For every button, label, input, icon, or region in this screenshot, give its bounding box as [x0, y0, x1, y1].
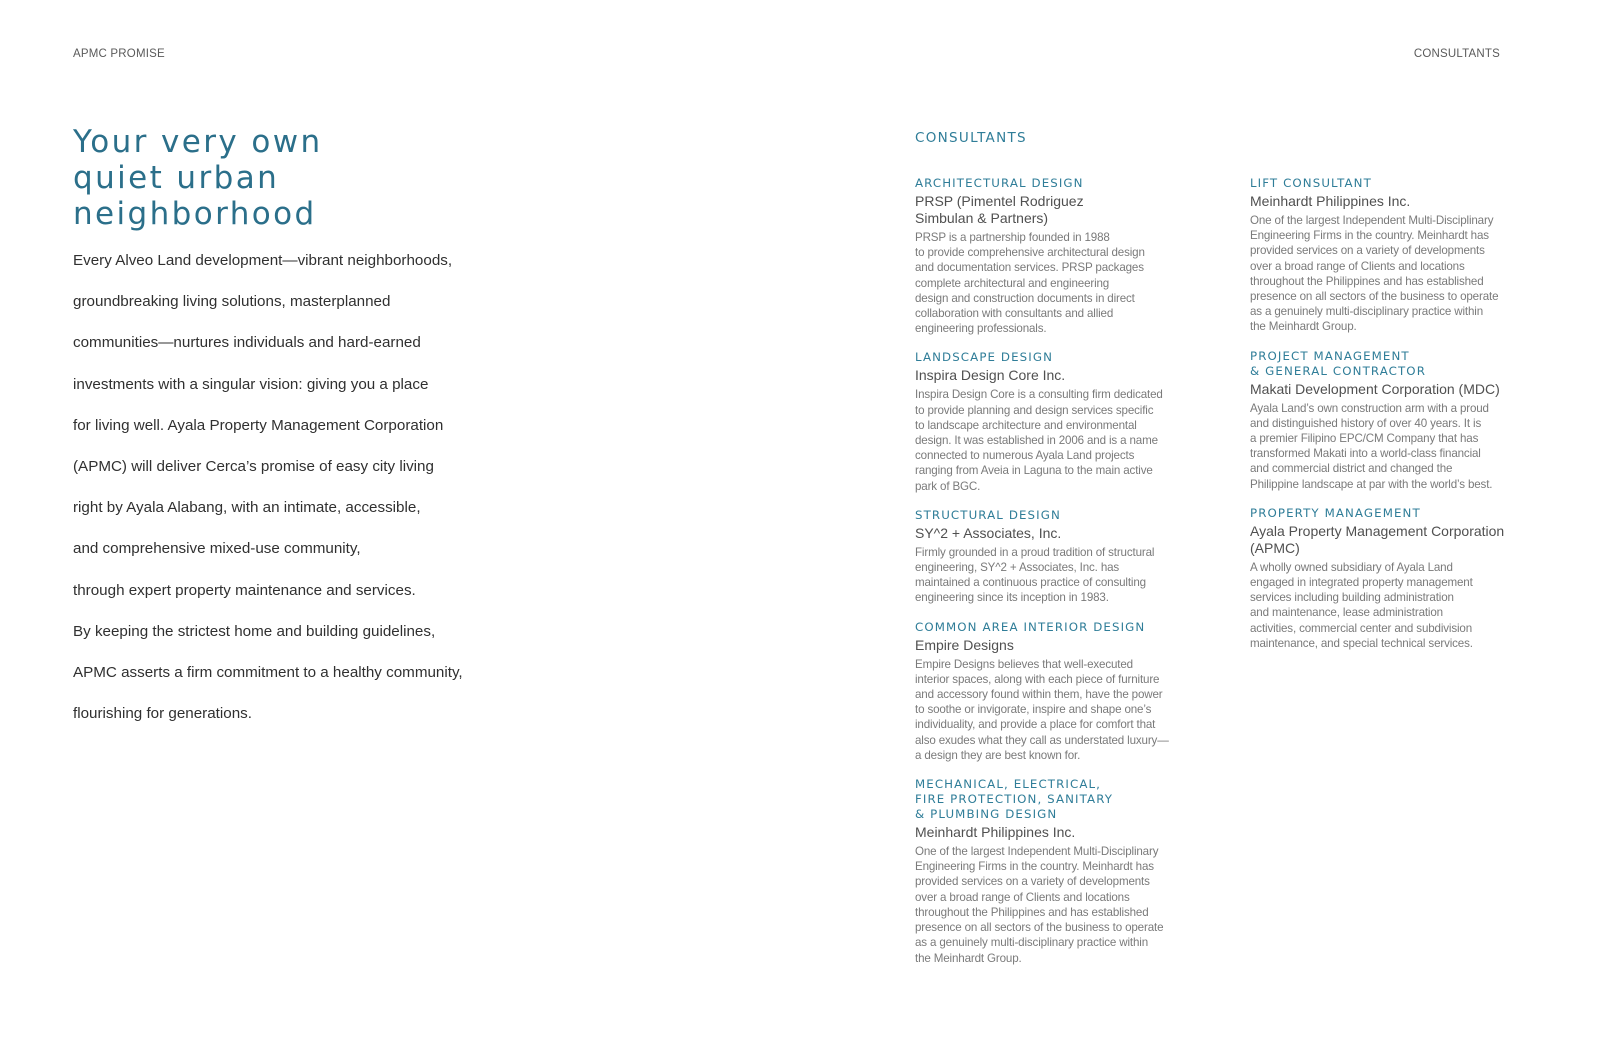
description-line: presence on all sectors of the business to operate: [1250, 290, 1499, 304]
firm-line: SY^2 + Associates, Inc.: [915, 524, 1062, 541]
description-line: ranging from Aveia in Laguna to the main active: [915, 464, 1153, 478]
description-line: and commercial district and changed the: [1250, 462, 1453, 476]
body-line: By keeping the strictest home and building guidelines,: [73, 622, 436, 640]
description-line: over a broad range of Clients and locations: [915, 890, 1130, 904]
description-line: activities, commercial center and subdivision: [1250, 621, 1473, 635]
consultant-heading: [915, 777, 1207, 822]
description-line: as a genuinely multi-disciplinary practice within: [1250, 305, 1484, 319]
description-line: and maintenance, lease administration: [1250, 606, 1443, 620]
firm-line: Makati Development Corporation (MDC): [1250, 380, 1500, 397]
headline-line: quiet urban: [73, 160, 280, 196]
body-line: through expert property maintenance and services.: [73, 581, 416, 599]
heading-line: ARCHITECTURAL DESIGN: [915, 176, 1084, 190]
description-line: the Meinhardt Group.: [1250, 320, 1357, 334]
description-line: a design they are best known for.: [915, 748, 1081, 762]
description-line: to provide comprehensive architectural design: [915, 246, 1145, 260]
body-line: and comprehensive mixed-use community,: [73, 540, 361, 558]
description-line: as a genuinely multi-disciplinary practice within: [915, 936, 1149, 950]
firm-line: (APMC): [1250, 539, 1300, 556]
consultant-firm: [1250, 193, 1542, 210]
consultant-description: [1250, 213, 1542, 335]
heading-line: FIRE PROTECTION, SANITARY: [915, 792, 1114, 807]
consultant-description: [915, 657, 1207, 763]
consultant-firm: [1250, 523, 1542, 557]
description-line: park of BGC.: [915, 479, 981, 493]
description-line: provided services on a variety of developments: [1250, 244, 1485, 258]
body-line: flourishing for generations.: [73, 705, 252, 723]
description-line: and documentation services. PRSP packages: [915, 261, 1144, 275]
description-line: A wholly owned subsidiary of Ayala Land: [1250, 560, 1453, 574]
description-line: complete architectural and engineering: [915, 276, 1110, 290]
body-line: APMC asserts a firm commitment to a healthy community,: [73, 663, 463, 681]
description-line: also exudes what they call as understated luxury—: [915, 733, 1169, 747]
body-line: right by Ayala Alabang, with an intimate, accessible,: [73, 499, 421, 517]
description-line: transformed Makati into a world-class financial: [1250, 447, 1481, 461]
heading-line: PROPERTY MANAGEMENT: [1250, 505, 1421, 520]
headline: [73, 124, 533, 232]
description-line: Engineering Firms in the country. Meinhardt has: [915, 860, 1154, 874]
description-line: maintenance, and special technical services.: [1250, 636, 1473, 650]
left-page: [73, 124, 533, 746]
consultant-entry: [915, 508, 1207, 606]
heading-line: MECHANICAL, ELECTRICAL,: [915, 777, 1102, 792]
consultant-heading: [1250, 506, 1542, 521]
consultant-entry: [915, 350, 1207, 493]
firm-line: Inspira Design Core Inc.: [915, 367, 1066, 384]
consultant-heading: [1250, 176, 1542, 191]
consultant-entry: [915, 777, 1207, 966]
description-line: Philippine landscape at par with the world’s best.: [1250, 477, 1493, 491]
headline-line: Your very own: [73, 124, 323, 160]
running-header-right: CONSULTANTS: [1413, 48, 1500, 60]
consultant-description: [915, 387, 1207, 493]
consultant-heading: [915, 176, 1207, 191]
description-line: Ayala Land’s own construction arm with a proud: [1250, 401, 1489, 415]
body-line: (APMC) will deliver Cerca’s promise of easy city living: [73, 457, 434, 475]
consultant-description: [1250, 401, 1542, 492]
consultant-heading: [1250, 349, 1542, 379]
description-line: the Meinhardt Group.: [915, 951, 1022, 965]
description-line: to soothe or invigorate, inspire and shape one’s: [915, 703, 1152, 717]
description-line: design. It was established in 2006 and is a name: [915, 434, 1158, 448]
consultant-heading: [915, 620, 1207, 635]
consultant-entry: [1250, 176, 1542, 335]
description-line: individuality, and provide a place for comfort that: [915, 718, 1156, 732]
firm-line: Meinhardt Philippines Inc.: [915, 824, 1076, 841]
heading-line: & GENERAL CONTRACTOR: [1250, 363, 1426, 378]
body-line: investments with a singular vision: giving you a place: [73, 375, 429, 393]
body-line: for living well. Ayala Property Management Corporation: [73, 416, 444, 434]
description-line: throughout the Philippines and has established: [915, 905, 1149, 919]
consultant-entry: [1250, 349, 1542, 492]
running-header-left: APMC PROMISE: [73, 48, 165, 60]
consultant-firm: [1250, 381, 1542, 398]
description-line: One of the largest Independent Multi-Disciplinary: [1250, 214, 1494, 227]
description-line: One of the largest Independent Multi-Disciplinary: [915, 845, 1159, 859]
consultants-column-1: [915, 176, 1207, 980]
headline-line: neighborhood: [73, 196, 317, 232]
body-line: Every Alveo Land development—vibrant neighborhoods,: [73, 252, 453, 269]
consultant-firm: [915, 824, 1207, 841]
description-line: Inspira Design Core is a consulting firm dedicated: [915, 388, 1163, 402]
consultant-firm: [915, 193, 1207, 227]
consultant-description: [1250, 560, 1542, 651]
consultant-entry: [915, 176, 1207, 336]
description-line: Firmly grounded in a proud tradition of structural: [915, 545, 1155, 559]
firm-line: Empire Designs: [915, 636, 1014, 653]
firm-line: Ayala Property Management Corporation: [1250, 522, 1505, 539]
description-line: engineering since its inception in 1983.: [915, 591, 1109, 605]
consultant-description: [915, 230, 1207, 336]
body-line: groundbreaking living solutions, masterplanned: [73, 293, 391, 311]
description-line: to provide planning and design services specific: [915, 403, 1154, 417]
description-line: design and construction documents in direct: [915, 291, 1135, 305]
description-line: collaboration with consultants and allied: [915, 307, 1114, 321]
consultant-entry: [915, 620, 1207, 763]
consultants-title: CONSULTANTS: [915, 130, 1027, 146]
description-line: engaged in integrated property management: [1250, 576, 1473, 590]
description-line: services including building administration: [1250, 591, 1454, 605]
firm-line: PRSP (Pimentel Rodriguez: [915, 193, 1084, 209]
description-line: connected to numerous Ayala Land projects: [915, 449, 1135, 463]
description-line: interior spaces, along with each piece of furniture: [915, 672, 1160, 686]
description-line: to landscape architecture and environmental: [915, 418, 1137, 432]
consultant-firm: [915, 525, 1207, 542]
description-line: and distinguished history of over 40 years. It is: [1250, 416, 1482, 430]
description-line: over a broad range of Clients and locations: [1250, 259, 1465, 273]
consultant-heading: [915, 350, 1207, 365]
description-line: throughout the Philippines and has established: [1250, 274, 1484, 288]
description-line: maintained a continuous practice of consulting: [915, 576, 1146, 590]
description-line: presence on all sectors of the business to operate: [915, 921, 1164, 935]
description-line: engineering, SY^2 + Associates, Inc. has: [915, 561, 1120, 575]
firm-line: Simbulan & Partners): [915, 210, 1049, 226]
firm-line: Meinhardt Philippines Inc.: [1250, 193, 1411, 209]
consultant-heading: [915, 508, 1207, 523]
heading-line: STRUCTURAL DESIGN: [915, 507, 1061, 522]
heading-line: COMMON AREA INTERIOR DESIGN: [915, 619, 1146, 634]
consultant-description: [915, 545, 1207, 606]
consultant-entry: [1250, 506, 1542, 651]
heading-line: PROJECT MANAGEMENT: [1250, 348, 1410, 363]
description-line: Engineering Firms in the country. Meinhardt has: [1250, 229, 1489, 243]
consultants-column-2: [1250, 176, 1542, 665]
description-line: engineering professionals.: [915, 322, 1047, 336]
heading-line: & PLUMBING DESIGN: [915, 807, 1058, 822]
consultant-firm: [915, 637, 1207, 654]
body-copy: [73, 252, 533, 746]
description-line: provided services on a variety of developments: [915, 875, 1150, 889]
description-line: PRSP is a partnership founded in 1988: [915, 231, 1110, 244]
description-line: Empire Designs believes that well-executed: [915, 657, 1133, 671]
consultant-description: [915, 844, 1207, 966]
heading-line: LIFT CONSULTANT: [1250, 176, 1372, 190]
description-line: and accessory found within them, have the power: [915, 688, 1163, 702]
heading-line: LANDSCAPE DESIGN: [915, 350, 1054, 365]
body-line: communities—nurtures individuals and hard-earned: [73, 334, 421, 352]
description-line: a premier Filipino EPC/CM Company that has: [1250, 432, 1479, 446]
consultant-firm: [915, 367, 1207, 384]
